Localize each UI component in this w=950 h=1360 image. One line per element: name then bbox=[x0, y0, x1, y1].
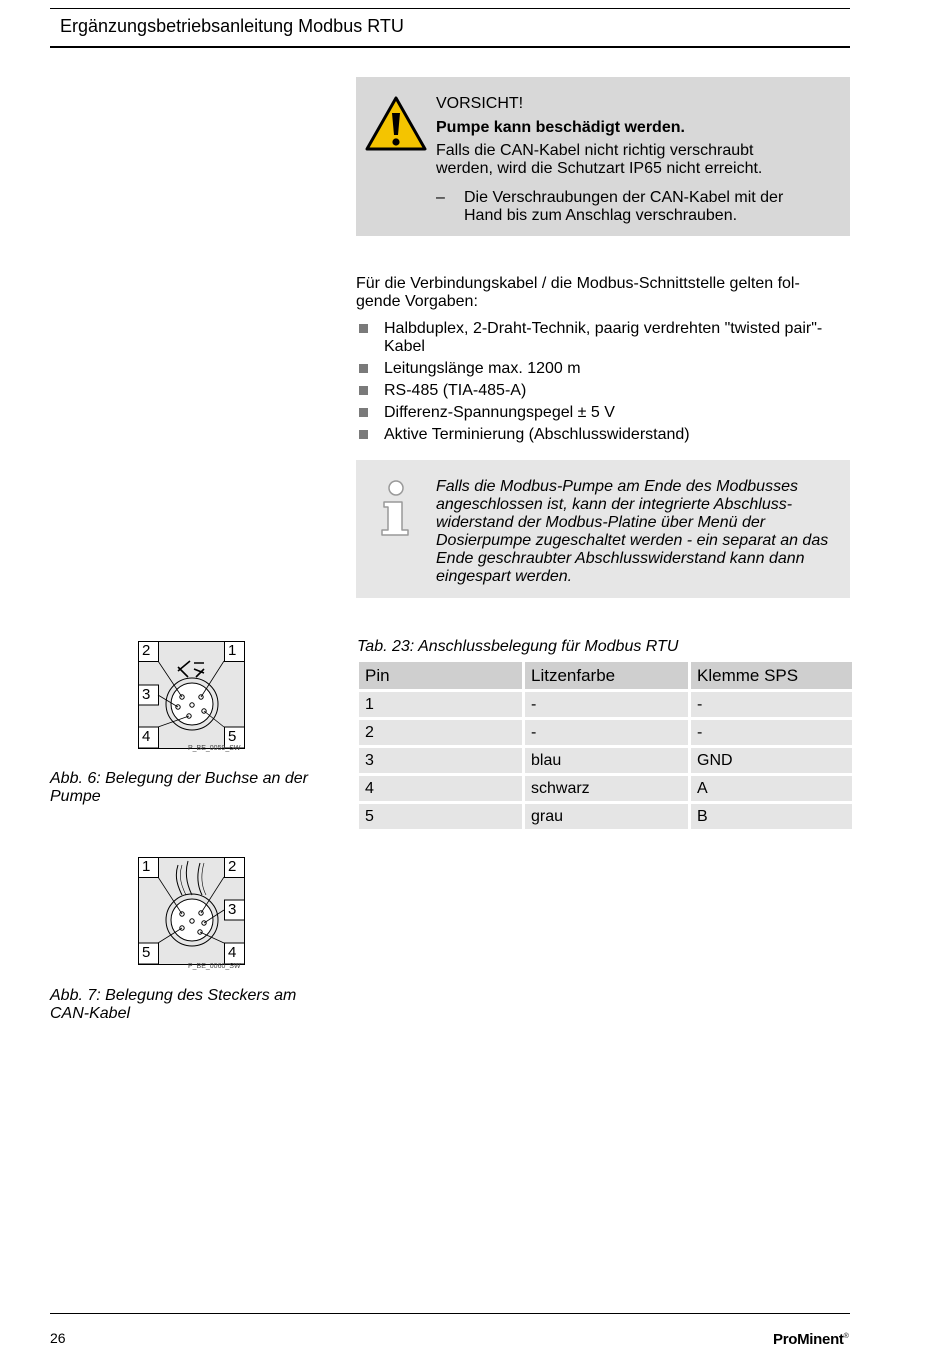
header-top-rule bbox=[50, 8, 850, 9]
bullet-square-icon bbox=[359, 408, 368, 417]
column-header-pin: Pin bbox=[359, 662, 522, 689]
footer-rule bbox=[50, 1313, 850, 1314]
figure-id-label: P_BE_0060_SW bbox=[188, 963, 241, 970]
page-number: 26 bbox=[50, 1330, 66, 1346]
table-cell: schwarz bbox=[525, 776, 688, 801]
pin-label: 3 bbox=[142, 686, 151, 703]
table-cell: 3 bbox=[359, 748, 522, 773]
bullet-square-icon bbox=[359, 430, 368, 439]
caution-box bbox=[356, 77, 850, 236]
info-box bbox=[356, 460, 850, 598]
table-header-row bbox=[359, 662, 852, 689]
figure-6-caption: Abb. 6: Belegung der Buchse an der Pumpe bbox=[50, 770, 308, 805]
table-cell: grau bbox=[525, 804, 688, 829]
warning-triangle-icon bbox=[364, 95, 428, 153]
table-cell: blau bbox=[525, 748, 688, 773]
requirements-list bbox=[357, 320, 852, 448]
bullet-square-icon bbox=[359, 324, 368, 333]
pin-assignment-table bbox=[356, 659, 855, 832]
table-cell: - bbox=[525, 720, 688, 745]
table-cell: - bbox=[691, 692, 852, 717]
caution-heading: Pumpe kann beschädigt werden. bbox=[436, 119, 685, 136]
pin-label: 2 bbox=[228, 858, 237, 875]
brand-logo: ProMinent® bbox=[773, 1331, 849, 1348]
figure-id-label: P_BE_0059_SW bbox=[188, 745, 241, 752]
pin-label: 2 bbox=[142, 642, 151, 659]
pin-label: 4 bbox=[228, 944, 237, 961]
figure-7-caption: Abb. 7: Belegung des Steckers am CAN-Kabel bbox=[50, 987, 297, 1022]
pin-label: 1 bbox=[228, 642, 237, 659]
table-cell: GND bbox=[691, 748, 852, 773]
caution-action-dash: – bbox=[436, 189, 445, 206]
list-item: Differenz-Spannungspegel ± 5 V bbox=[357, 404, 852, 422]
table-caption: Tab. 23: Anschlussbelegung für Modbus RTU bbox=[357, 638, 679, 655]
bullet-square-icon bbox=[359, 386, 368, 395]
table-cell: - bbox=[691, 720, 852, 745]
list-item: Leitungslänge max. 1200 m bbox=[357, 360, 852, 378]
caution-signal-word: VORSICHT! bbox=[436, 95, 524, 112]
list-item: Aktive Terminierung (Abschlusswiderstand) bbox=[357, 426, 852, 444]
list-item: RS-485 (TIA-485-A) bbox=[357, 382, 852, 400]
header-title: Ergänzungsbetriebsanleitung Modbus RTU bbox=[60, 16, 404, 36]
table-row bbox=[359, 804, 852, 829]
table-cell: B bbox=[691, 804, 852, 829]
table-row bbox=[359, 748, 852, 773]
pin-label: 4 bbox=[142, 728, 151, 745]
column-header-wire-color: Litzenfarbe bbox=[525, 662, 688, 689]
info-icon bbox=[376, 478, 416, 538]
table-cell: 1 bbox=[359, 692, 522, 717]
table-row bbox=[359, 776, 852, 801]
table-cell: 2 bbox=[359, 720, 522, 745]
pin-label: 3 bbox=[228, 901, 237, 918]
header-bottom-rule bbox=[50, 46, 850, 48]
pin-label: 5 bbox=[228, 728, 237, 745]
figure-socket-diagram bbox=[138, 641, 245, 755]
pin-label: 1 bbox=[142, 858, 151, 875]
table-row bbox=[359, 692, 852, 717]
table-cell: - bbox=[525, 692, 688, 717]
caution-text: Falls die CAN-Kabel nicht richtig verschraubt werden, wird die Schutzart IP65 nicht erreicht. bbox=[436, 142, 763, 177]
column-header-plc-terminal: Klemme SPS bbox=[691, 662, 852, 689]
table-cell: 4 bbox=[359, 776, 522, 801]
bullet-square-icon bbox=[359, 364, 368, 373]
table-row bbox=[359, 720, 852, 745]
caution-action: Die Verschraubungen der CAN-Kabel mit der Hand bis zum Anschlag verschrauben. bbox=[464, 189, 784, 224]
table-cell: 5 bbox=[359, 804, 522, 829]
table-cell: A bbox=[691, 776, 852, 801]
info-note-text: Falls die Modbus-Pumpe am Ende des Modbusses angeschlossen ist, kann der integrierte Abschlusswiderstand der Modbus-Platine über Menü der Dosierpumpe zugeschaltet werden - ein separat an das Ende geschraubter Abschlusswiderstand kann dann eingespart werden. bbox=[436, 478, 829, 585]
intro-paragraph: Für die Verbindungskabel / die Modbus-Schnittstelle gelten folgende Vorgaben: bbox=[356, 275, 800, 310]
figure-plug-diagram bbox=[138, 857, 245, 973]
pin-label: 5 bbox=[142, 944, 151, 961]
list-item: Halbduplex, 2-Draht-Technik, paarig verdrehten "twisted pair"-Kabel bbox=[357, 320, 852, 356]
